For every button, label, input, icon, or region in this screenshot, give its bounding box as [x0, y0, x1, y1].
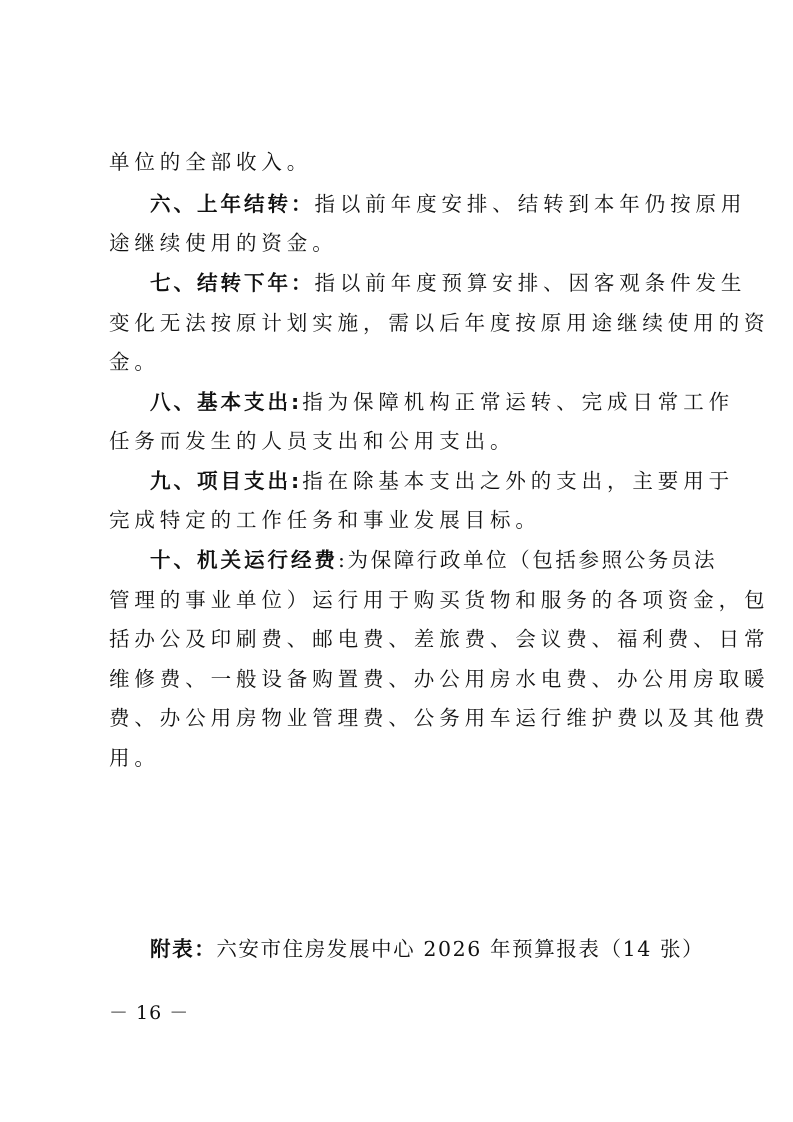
section-six-first-line	[150, 190, 747, 218]
section-ten-continuation: 费、办公用房物业管理费、公务用车运行维护费以及其他费	[109, 706, 770, 730]
section-six-text: 指以前年度安排、结转到本年仍按原用	[314, 192, 747, 216]
section-seven-continuation: 金。	[109, 350, 160, 374]
paragraph-line	[109, 744, 689, 772]
section-seven-heading: 七、结转下年：	[150, 271, 315, 295]
section-nine-text: 指在除基本支出之外的支出，主要用于	[302, 469, 735, 493]
paragraph-line	[109, 704, 770, 732]
paragraph-line	[109, 148, 689, 176]
section-ten-continuation: 用。	[109, 746, 160, 770]
section-eight-first-line	[150, 388, 735, 416]
attachment-text: 六安市住房发展中心 2026 年预算报表（14 张）	[216, 937, 705, 961]
section-six-continuation: 途继续使用的资金。	[109, 231, 338, 255]
paragraph-line	[109, 229, 689, 257]
section-ten-continuation: 管理的事业单位）运行用于购买货物和服务的各项资金，包	[109, 588, 770, 612]
section-seven-first-line	[150, 269, 747, 297]
section-ten-continuation: 维修费、一般设备购置费、办公用房水电费、办公用房取暖	[109, 667, 770, 691]
section-seven-text: 指以前年度预算安排、因客观条件发生	[314, 271, 747, 295]
section-eight-heading: 八、基本支出:	[150, 390, 303, 414]
paragraph-line	[109, 625, 770, 653]
section-ten-continuation: 括办公及印刷费、邮电费、差旅费、会议费、福利费、日常	[109, 627, 770, 651]
section-nine-heading: 九、项目支出:	[150, 469, 303, 493]
section-eight-continuation: 任务而发生的人员支出和公用支出。	[109, 429, 516, 453]
section-six-heading: 六、上年结转：	[150, 192, 315, 216]
section-eight-text: 指为保障机构正常运转、完成日常工作	[302, 390, 735, 414]
paragraph-line	[109, 506, 689, 534]
section-seven-continuation: 变化无法按原计划实施，需以后年度按原用途继续使用的资	[109, 311, 770, 335]
section-nine-first-line	[150, 467, 735, 495]
page-number: － 16 －	[109, 1002, 190, 1024]
section-ten-heading: 十、机关运行经费	[150, 548, 338, 572]
paragraph-line	[109, 427, 689, 455]
attachment-label: 附表：	[150, 937, 217, 961]
paragraph-line	[109, 665, 770, 693]
paragraph-line	[109, 586, 770, 614]
section-ten-text: :为保障行政单位（包括参照公务员法	[338, 548, 718, 572]
section-nine-continuation: 完成特定的工作任务和事业发展目标。	[109, 508, 541, 532]
section-ten-first-line	[150, 546, 730, 574]
intro-tail-text: 单位的全部收入。	[109, 150, 313, 174]
paragraph-line	[109, 348, 689, 376]
paragraph-line	[109, 309, 770, 337]
attachment-line	[150, 935, 704, 963]
